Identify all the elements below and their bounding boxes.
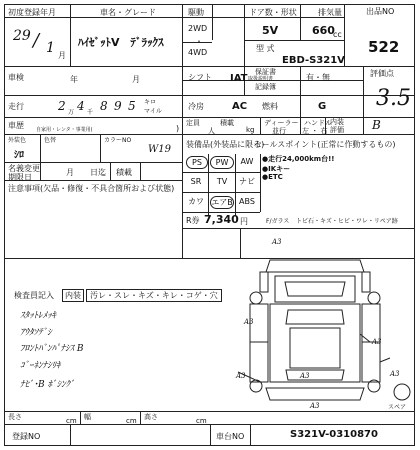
model-label: 型 式 — [256, 44, 275, 53]
equipment-ps: PS — [186, 156, 208, 169]
reg-label: 登録NO — [12, 432, 41, 441]
equipment-label: 装備品(外装品に限る) — [186, 140, 265, 149]
shaken-label: 車検 — [8, 73, 24, 82]
mileage-digit: 2 — [58, 99, 66, 113]
mileage-digit: 5 — [128, 99, 136, 113]
km-label: キロ — [144, 99, 157, 106]
damage-mark: A3 — [310, 402, 320, 410]
damage-mark: A3 — [300, 372, 310, 380]
sales-point: ●IKキー — [262, 165, 291, 173]
equipment-airbag: エアB — [211, 198, 233, 207]
recycle-amount: 7,340 — [204, 213, 239, 226]
damage-mark: A3 — [372, 338, 382, 346]
car-grade-label: 車名・グレード — [100, 8, 156, 17]
equipment-sr: SR — [190, 177, 202, 186]
shift-value: IAT — [230, 73, 248, 84]
shaken-year-unit: 年 — [70, 75, 78, 84]
doors: 5V — [262, 24, 279, 37]
spare-label: スペア — [388, 404, 407, 411]
name-change-label: 名義変更 — [8, 164, 40, 173]
inspector-tag: 内装 — [62, 289, 84, 302]
mileage-digit: 8 — [100, 99, 108, 113]
fuel-label: 燃料 — [262, 102, 278, 111]
model-code: EBD-S321V — [282, 55, 345, 66]
mileage-label: 走行 — [8, 102, 24, 111]
mileage-digit: 4 — [77, 99, 85, 113]
width-label: 幅 — [84, 413, 91, 421]
history-close: ) — [176, 124, 180, 133]
capacity-label: 定員 — [186, 119, 200, 127]
slash: / — [33, 30, 40, 51]
inspector-note: ﾌﾛﾝﾄﾊﾞﾝﾊﾟﾅｼｽ B — [20, 344, 84, 354]
lot-label: 出品NO — [366, 7, 395, 16]
damage-mark: A3 — [390, 370, 400, 378]
colorno-label: カラーNO — [104, 137, 132, 144]
shift-label: シフト — [188, 73, 212, 82]
weight-label: 積載 — [220, 119, 234, 127]
inspector-note: ﾅﾋﾞ･B ﾎﾞｼﾝｸﾞ — [20, 380, 75, 390]
drive-4wd: 4WD — [188, 48, 208, 57]
cc-unit: cc — [333, 30, 342, 39]
salespoint-label: セールスポイント(正常に作動するもの) — [254, 140, 396, 149]
height-unit: cm — [196, 417, 207, 425]
equipment-pw: PW — [210, 156, 234, 169]
lot-number: 522 — [368, 38, 400, 56]
ac-label: 冷房 — [188, 102, 204, 111]
shaken-month-unit: 月 — [132, 75, 140, 84]
history-sub: 自家用・レンタ・事業用( — [36, 127, 93, 133]
score-label: 評価点 — [370, 69, 394, 78]
warranty-marks: 有・無 — [306, 73, 330, 82]
mile-label: マイル — [144, 108, 162, 115]
equipment-aw: AW — [240, 157, 254, 166]
manual-label: 取扱説明書 — [248, 76, 274, 82]
interior-label: 内装 — [330, 118, 344, 126]
ac-value: AC — [232, 101, 248, 112]
drive-dot: ・ — [195, 37, 203, 46]
recycle-unit: 円 — [240, 217, 248, 226]
door-label: ドア数・形状 — [249, 8, 297, 17]
month-unit: 月 — [58, 51, 66, 60]
chassis-label: 車台NO — [216, 432, 245, 441]
mileage-unit-sen: 千 — [87, 109, 94, 116]
car-name: ﾊｲｾﾞｯﾄV ﾃﾞﾗｯｸｽ — [78, 36, 164, 49]
mileage-digit: 9 — [114, 99, 122, 113]
exterior-label: 外装色 — [8, 137, 27, 144]
fuel-value: G — [318, 101, 327, 112]
car-diagram — [230, 232, 415, 412]
drive-2wd: 2WD — [188, 24, 208, 33]
glass-label: F/ガラス — [266, 218, 290, 225]
handle-label: ハンドル — [304, 119, 332, 127]
damage-mark: A3 — [244, 318, 254, 326]
exterior-value: ｼﾛ — [14, 150, 24, 161]
score-value: 3.5 — [376, 86, 411, 111]
damage-mark: A3 — [272, 238, 282, 246]
handle-marks: 左 ・ 右 — [302, 127, 328, 135]
length-unit: cm — [66, 417, 77, 425]
inspector-note: ｱｳﾀｿﾃﾞｼ — [20, 328, 52, 338]
colorno-value: W19 — [148, 144, 172, 155]
drive-label: 駆動 — [188, 8, 204, 17]
notes-label: 注意事項(欠品・修復・不具合箇所および状態) — [8, 184, 175, 193]
equipment-tv: TV — [216, 177, 228, 186]
first-reg-label: 初度登録年月 — [8, 8, 56, 17]
history-label: 車歴 — [8, 121, 24, 130]
dealer-label: ディーラー — [264, 119, 299, 127]
colorcode-label: 色替 — [44, 137, 57, 144]
chassis-number: S321V-0310870 — [290, 429, 378, 440]
capacity-unit: 人 — [208, 127, 215, 135]
inspector-note: ｺﾞｰﾈﾝﾅｼﾘｷ — [20, 361, 61, 371]
equipment-abs: ABS — [239, 197, 255, 206]
glass-damage-label: トビ石・キズ・ヒビ・ワレ・リペア跡 — [296, 218, 398, 225]
first-reg-month: 1 — [46, 40, 55, 56]
height-label: 高さ — [144, 413, 158, 421]
length-label: 長さ — [8, 413, 22, 421]
interior-score: B — [372, 118, 381, 132]
inspector-label: 検査員記入 — [14, 291, 54, 300]
interior-label-2: 評価 — [330, 126, 344, 134]
deadline-day: 日迄 — [90, 168, 106, 177]
weight-unit: kg — [246, 126, 255, 134]
equipment-leather: カワ — [188, 197, 204, 206]
damage-mark: A3 — [236, 372, 246, 380]
deadline-label: 期限日 — [8, 173, 32, 182]
mileage-unit-man: 万 — [68, 109, 75, 116]
deadline-month: 月 — [66, 168, 74, 177]
loaded-label: 積載 — [116, 168, 132, 177]
inspector-items: 汚レ・スレ・キズ・キレ・コゲ・穴 — [86, 289, 222, 302]
warranty-label: 保証書 — [255, 68, 276, 76]
displacement: 660 — [312, 24, 335, 37]
displacement-label: 排気量 — [318, 8, 342, 17]
width-unit: cm — [126, 417, 137, 425]
sales-point: ●ETC — [262, 173, 283, 181]
equipment-navi: ナビ — [239, 177, 255, 186]
sales-point: ●走行24,000km台!! — [262, 155, 335, 163]
recycle-label: R券 — [186, 216, 200, 225]
dealer-sub: 並行 — [272, 127, 286, 135]
first-reg-year: 29 — [13, 28, 31, 44]
inspector-note: ｽﾀｯﾄﾚﾒｯｷ — [20, 311, 57, 321]
record-label: 記録簿 — [255, 83, 276, 91]
